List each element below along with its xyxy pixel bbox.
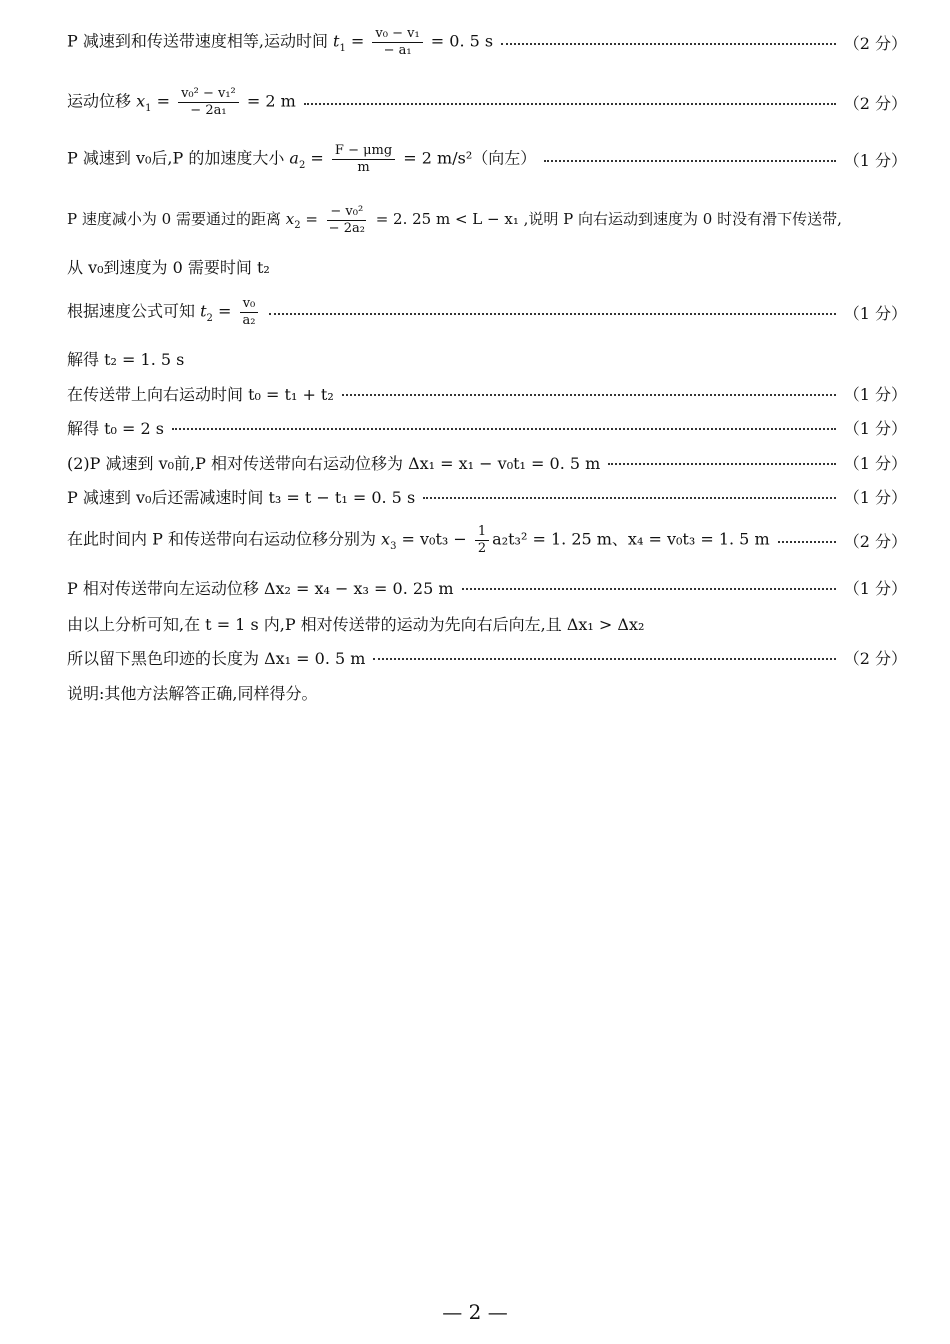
equals: = v₀t₃ −: [396, 529, 472, 549]
variable: x: [136, 91, 146, 111]
subscript: 2: [294, 220, 301, 231]
line-text: = 2 m: [241, 91, 296, 111]
score: （1 分）: [843, 453, 907, 473]
line-text: P 减速到 v₀后还需减速时间 t₃ = t − t₁ = 0. 5 s: [67, 487, 416, 507]
dot-leader: [778, 541, 836, 543]
score: （1 分）: [843, 150, 907, 170]
answer-line: [67, 520, 907, 560]
line-text: = 2 m/s²（向左）: [398, 148, 537, 168]
variable: t: [333, 31, 340, 51]
variable: x: [381, 529, 391, 549]
line-text: 由以上分析可知,在 t = 1 s 内,P 相对传送带的运动为先向右后向左,且 Δx₁ > Δx₂: [67, 614, 645, 634]
line-text: a₂t₃² = 1. 25 m、x₄ = v₀t₃ = 1. 5 m: [492, 529, 770, 549]
answer-line: [67, 575, 907, 599]
score: （1 分）: [843, 487, 907, 507]
line-text: = 2. 25 m < L − x₁ ,说明 P 向右运动到速度为 0 时没有滑下传送带,: [370, 210, 842, 228]
numerator: v₀² − v₁²: [178, 86, 239, 103]
line-text: 根据速度公式可知: [67, 301, 201, 321]
line-text: P 相对传送带向左运动位移 Δx₂ = x₄ − x₃ = 0. 25 m: [67, 578, 454, 598]
numerator: v₀ − v₁: [372, 26, 422, 43]
denominator: − 2a₁: [190, 102, 227, 118]
equals: =: [305, 148, 329, 168]
score: （1 分）: [843, 384, 907, 404]
line-text: 从 v₀到速度为 0 需要时间 t₂: [67, 257, 270, 277]
dot-leader: [462, 588, 836, 590]
answer-line: [67, 139, 907, 179]
fraction: [326, 204, 368, 236]
answer-line: [67, 611, 907, 635]
denominator: − a₁: [383, 42, 412, 58]
answer-line: [67, 198, 907, 242]
numerator: F − μmg: [332, 143, 395, 160]
dot-leader: [608, 463, 835, 465]
dot-leader: [423, 497, 836, 499]
fraction: [239, 296, 258, 328]
score: （1 分）: [843, 418, 907, 438]
answer-line: [67, 346, 907, 370]
answer-line: [67, 645, 907, 669]
line-text: 所以留下黑色印迹的长度为 Δx₁ = 0. 5 m: [67, 648, 366, 668]
variable: t: [200, 301, 207, 321]
dot-leader: [269, 313, 835, 315]
score: （2 分）: [843, 93, 907, 113]
line-text: 解得 t₂ = 1. 5 s: [67, 349, 185, 369]
answer-line: [67, 450, 907, 474]
answer-line: [67, 22, 907, 62]
answer-line: [67, 381, 907, 405]
denominator: − 2a₂: [328, 220, 365, 236]
denominator: a₂: [242, 312, 256, 328]
subscript: 3: [390, 540, 397, 552]
fraction: [332, 143, 395, 175]
score: （1 分）: [843, 578, 907, 598]
answer-line: [67, 82, 907, 122]
equals: =: [212, 301, 237, 321]
answer-line: [67, 415, 907, 439]
fraction: [475, 524, 489, 556]
score: （2 分）: [843, 648, 907, 668]
dot-leader: [304, 103, 836, 105]
line-text: 解得 t₀ = 2 s: [67, 418, 164, 438]
dot-leader: [342, 394, 836, 396]
line-text: 在此时间内 P 和传送带向右运动位移分别为: [67, 529, 382, 549]
answer-line: [67, 484, 907, 508]
line-text: (2)P 减速到 v₀前,P 相对传送带向右运动位移为 Δx₁ = x₁ − v₀t₁ = 0. 5 m: [67, 453, 601, 473]
numerator: 1: [475, 524, 489, 541]
dot-leader: [501, 43, 836, 45]
answer-line: [67, 680, 907, 704]
dot-leader: [172, 428, 836, 430]
subscript: 2: [206, 312, 213, 324]
denominator: m: [357, 159, 370, 175]
subscript: 1: [339, 42, 346, 54]
line-text: 在传送带上向右运动时间 t₀ = t₁ + t₂: [67, 384, 334, 404]
line-text: P 减速到 v₀后,P 的加速度大小: [67, 148, 290, 168]
numerator: v₀: [240, 296, 259, 313]
score: （2 分）: [843, 33, 907, 53]
score: （2 分）: [843, 531, 907, 551]
answer-line: [67, 292, 907, 332]
answer-line: [67, 254, 907, 278]
subscript: 1: [145, 102, 152, 114]
note-text: 说明:其他方法解答正确,同样得分。: [67, 683, 318, 703]
dot-leader: [544, 160, 835, 162]
equals: =: [151, 91, 176, 111]
line-text: = 0. 5 s: [425, 31, 494, 51]
variable: x: [285, 210, 295, 228]
denominator: 2: [477, 540, 487, 556]
subscript: 2: [298, 159, 306, 171]
dot-leader: [373, 658, 835, 660]
line-text: P 速度减小为 0 需要通过的距离: [67, 210, 286, 228]
equals: =: [300, 210, 323, 228]
line-text: 运动位移: [67, 91, 137, 111]
fraction: [178, 86, 239, 118]
score: （1 分）: [843, 303, 907, 323]
equals: =: [345, 31, 370, 51]
fraction: [372, 26, 422, 58]
line-text: P 减速到和传送带速度相等,运动时间: [67, 31, 334, 51]
page-number: — 2 —: [442, 1300, 508, 1324]
variable: a: [289, 148, 299, 168]
numerator: − v₀²: [327, 204, 366, 221]
